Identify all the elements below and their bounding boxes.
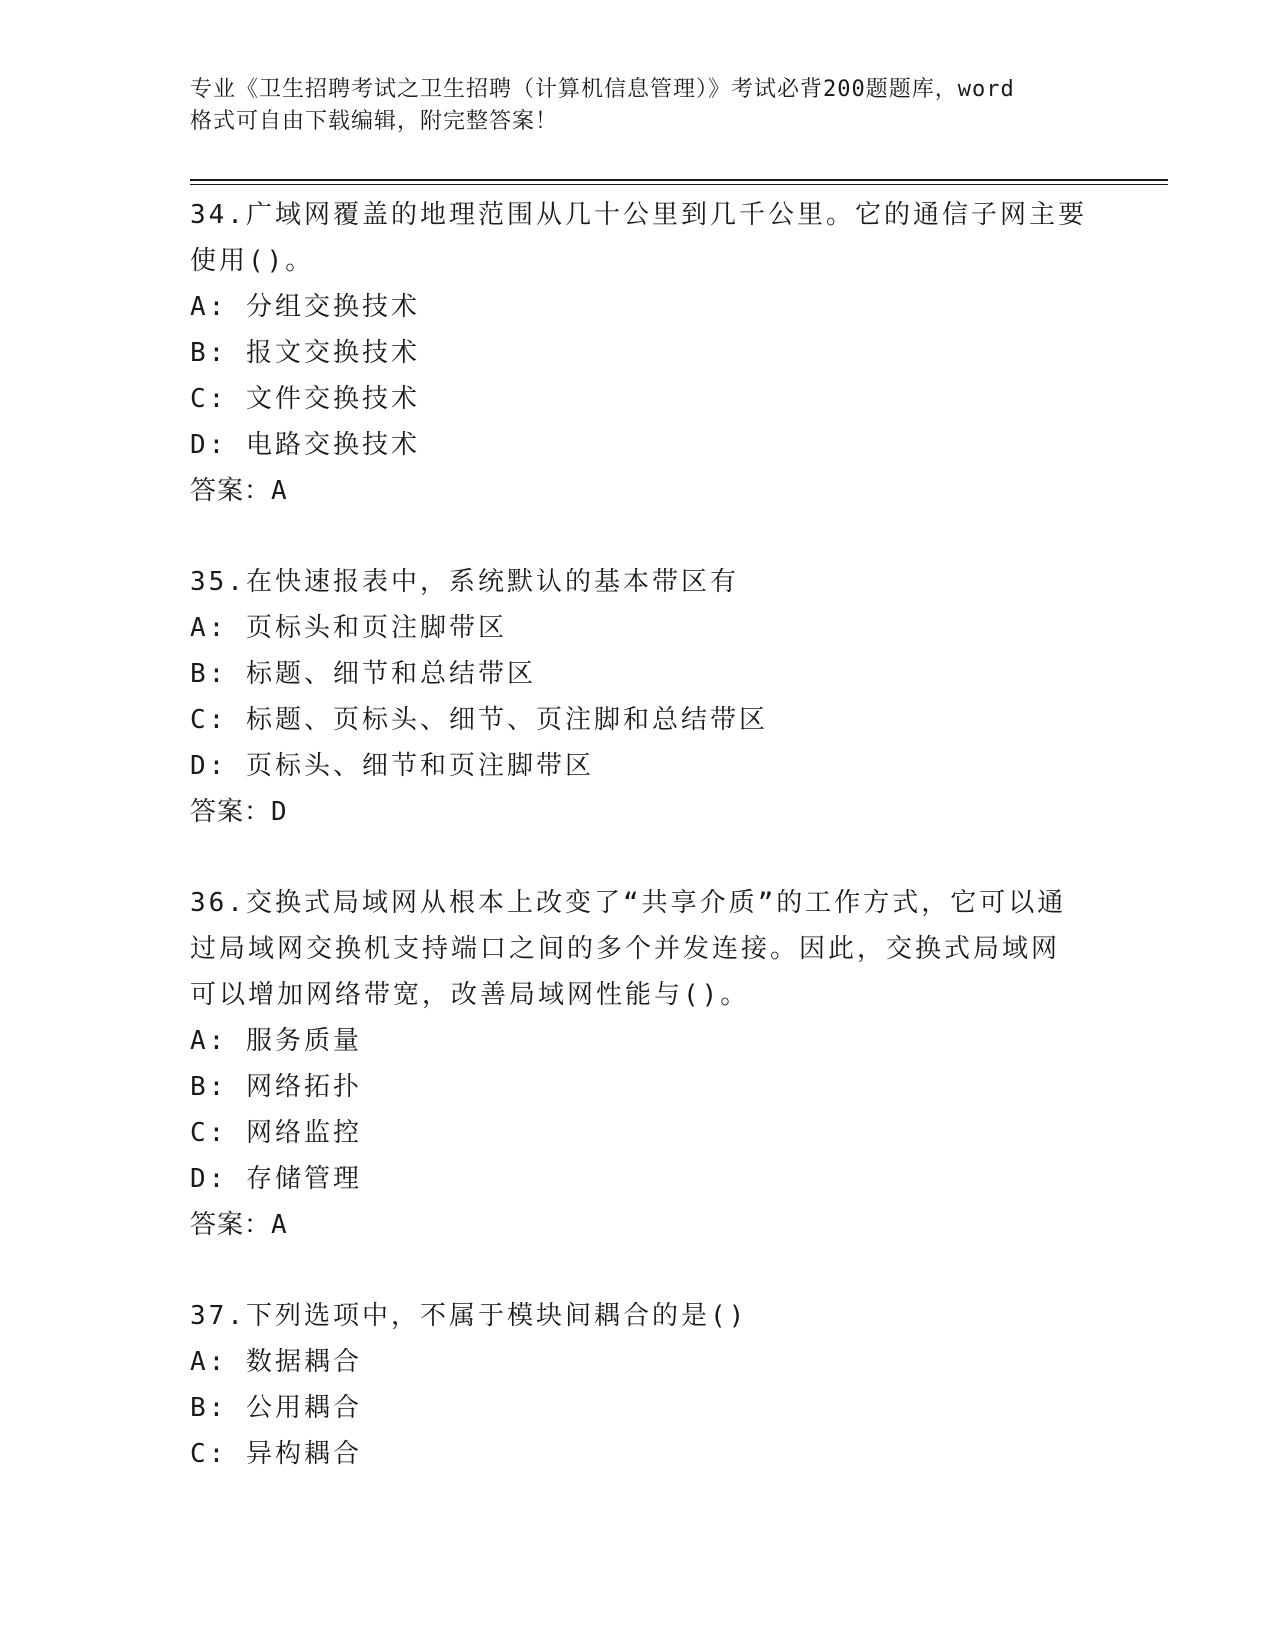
header-divider-thin [190,184,1168,185]
header-line-1: 专业《卫生招聘考试之卫生招聘（计算机信息管理）》考试必背200题题库，word [190,77,1015,102]
option-c: C: 网络监控 [190,1118,362,1148]
option-b: B: 网络拓扑 [190,1072,362,1102]
option-b: B: 公用耦合 [190,1393,362,1423]
question-36 [190,880,1090,1248]
header-line-2: 格式可自由下载编辑，附完整答案！ [190,109,559,134]
question-list [190,192,1090,1522]
option-c: C: 文件交换技术 [190,384,420,414]
answer-line: 答案：D [190,797,288,827]
answer-line: 答案：A [190,1210,288,1240]
question-stem-line: 36.交换式局域网从根本上改变了“共享介质”的工作方式，它可以通 [190,888,1067,918]
option-b: B: 标题、细节和总结带区 [190,659,536,689]
option-a: A: 数据耦合 [190,1347,362,1377]
question-stem-line: 使用()。 [190,246,315,276]
option-d: D: 电路交换技术 [190,430,420,460]
option-a: A: 页标头和页注脚带区 [190,613,507,643]
question-35 [190,559,1090,835]
option-d: D: 存储管理 [190,1164,362,1194]
question-stem-line: 可以增加网络带宽，改善局域网性能与()。 [190,980,750,1010]
question-stem-line: 37.下列选项中，不属于模块间耦合的是() [190,1301,748,1331]
question-stem-line: 过局域网交换机支持端口之间的多个并发连接。因此，交换式局域网 [190,934,1061,964]
option-d: D: 页标头、细节和页注脚带区 [190,751,594,781]
answer-line: 答案：A [190,476,288,506]
question-stem-line: 35.在快速报表中，系统默认的基本带区有 [190,567,739,597]
option-c: C: 异构耦合 [190,1439,362,1469]
question-37 [190,1293,1090,1477]
option-c: C: 标题、页标头、细节、页注脚和总结带区 [190,705,768,735]
question-stem-line: 34.广域网覆盖的地理范围从几十公里到几千公里。它的通信子网主要 [190,200,1087,230]
question-34 [190,192,1090,514]
option-a: A: 服务质量 [190,1026,362,1056]
option-a: A: 分组交换技术 [190,292,420,322]
document-header [190,74,1090,138]
header-divider-thick [190,179,1168,181]
option-b: B: 报文交换技术 [190,338,420,368]
